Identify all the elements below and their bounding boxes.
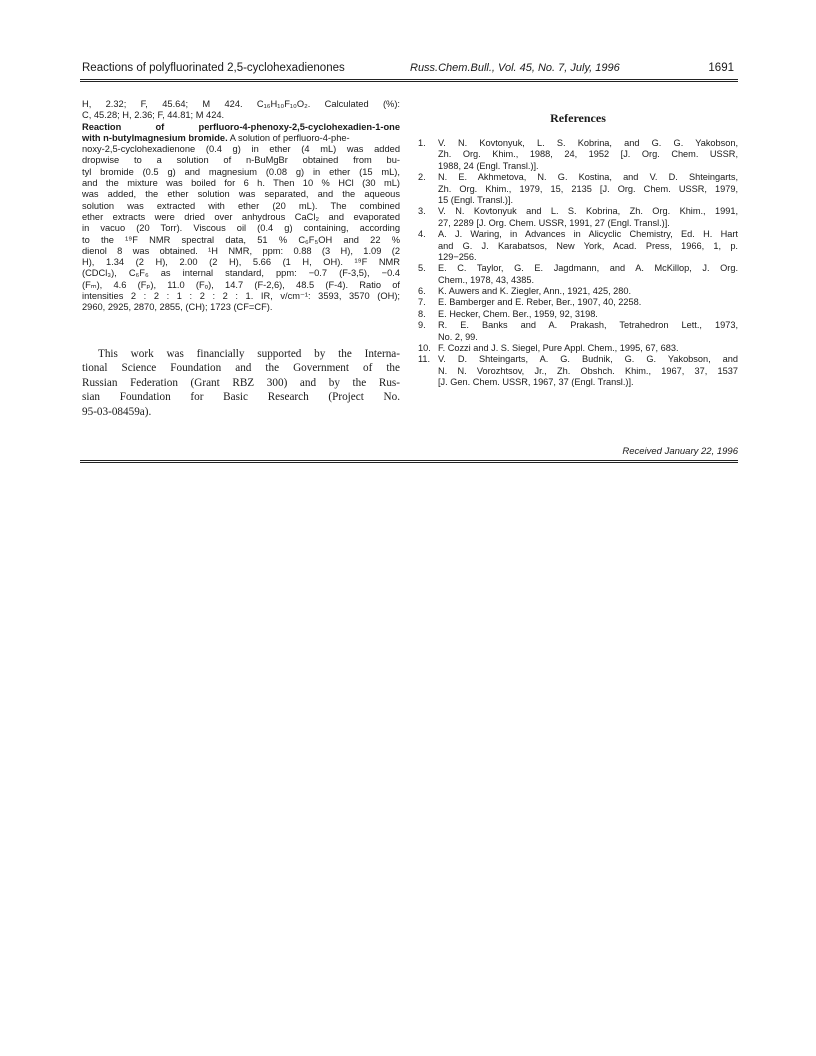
reference-line: 1988, 24 (Engl. Transl.)]. [438,160,539,171]
reference-line: [J. Gen. Chem. USSR, 1967, 37 (Engl. Transl.)]. [438,377,634,388]
text-line: Russian Federation (Grant RBZ 300) and by the Rus- [82,376,400,389]
reference-number: 8. [418,308,426,319]
received-date: Received January 22, 1996 [622,446,738,457]
reference-item [418,343,738,354]
reference-number: 1. [418,138,426,148]
reference-line: V. N. Kovtonyuk, L. S. Kobrina, and G. G. Yakobson, [438,138,738,148]
reference-line: No. 2, 99. [438,331,478,342]
header-page-number: 1691 [708,62,734,74]
header-rule-secondary [80,81,738,82]
reference-item [418,354,738,388]
reference-number: 6. [418,286,426,297]
header-rule [80,79,738,80]
reference-line: E. C. Taylor, G. E. Jagdmann, and A. McKillop, J. Org. [438,263,738,274]
text-line: H, 2.32; F, 45.64; M 424. C₁₆H₁₀F₁₀O₂. Calculated (%): [82,99,400,109]
text-line: 2960, 2925, 2870, 2855, (CH); 1723 (CF=CF). [82,302,273,313]
reference-line: 15 (Engl. Transl.)]. [438,194,514,205]
text-line: tional Science Foundation and the Government of the [82,362,400,375]
text-line: noxy-2,5-cyclohexadienone (0.4 g) in ether (4 mL) was added [82,144,400,155]
text-line: tyl bromide (0.5 g) and magnesium (0.08 g) in ether (15 mL), [82,166,400,177]
heading-text-part: A solution of perfluoro-4-phe- [227,132,350,143]
text-line: ether extracts were dried over anhydrous CaCl₂ and evaporated [82,211,400,222]
reference-line: F. Cozzi and J. S. Siegel, Pure Appl. Chem., 1995, 67, 683. [438,343,679,354]
reference-item [418,206,738,229]
reference-line: Zh. Org. Khim., 1979, 15, 2135 [J. Org. Chem. USSR, 1979, [438,183,738,194]
reference-item [418,263,738,286]
reference-item [418,309,738,320]
experimental-heading-continued [82,133,400,144]
text-line: This work was financially supported by the Interna- [98,348,400,360]
text-line: in vacuo (20 Torr). Viscous oil (0.4 g) containing, according [82,223,400,234]
heading-bold-part: with n-butylmagnesium bromide. [82,132,228,143]
footer-rule-secondary [80,462,738,463]
header-journal-citation: Russ.Chem.Bull., Vol. 45, No. 7, July, 1996 [410,62,620,74]
reference-item [418,229,738,263]
text-line: intensities 2 : 2 : 1 : 2 : 2 : 1. IR, v/cm⁻¹: 3593, 3570 (OH); [82,291,400,302]
reference-number: 11. [418,354,431,365]
reference-line: N. N. Vorozhtsov, Jr., Zh. Obshch. Khim., 1967, 37, 1537 [438,365,738,376]
reference-line: A. J. Waring, in Advances in Alicyclic Chemistry, Ed. H. Hart [438,229,738,240]
references-list [418,138,738,389]
text-line: was added, the ether solution was separated, and the aqueous [82,189,400,200]
reference-line: 27, 2289 [J. Org. Chem. USSR, 1991, 27 (Engl. Transl.)]. [438,217,670,228]
acknowledgment-paragraph [82,347,400,419]
reference-line: V. N. Kovtonyuk and L. S. Kobrina, Zh. Org. Khim., 1991, [438,206,738,217]
footer-rule [80,460,738,461]
text-line: H), 1.34 (2 H), 2.00 (2 H), 5.66 (1 H, OH). ¹⁹F NMR [82,257,400,268]
reference-line: 129−256. [438,251,477,262]
text-line: (Fₘ), 4.6 (Fₚ), 11.0 (Fₒ), 14.7 (F-2,6), 48.5 (F-4). Ratio of [82,279,400,290]
left-column [82,99,400,314]
reference-line: V. D. Shteingarts, A. G. Budnik, G. G. Yakobson, and [438,354,738,365]
running-header [82,62,738,78]
reference-number: 9. [418,320,426,331]
reference-line: E. Hecker, Chem. Ber., 1959, 92, 3198. [438,308,598,319]
experimental-heading: Reaction of perfluoro-4-phenoxy-2,5-cyclohexadien-1-one [82,121,400,132]
text-line: and the mixture was boiled for 6 h. Then 10 % HCl (30 mL) [82,178,400,189]
text-line: (CDCl₃), C₆F₆ as internal standard, ppm: −0.7 (F-3,5), −0.4 [82,268,400,279]
reference-number: 3. [418,206,426,217]
reference-line: K. Auwers and K. Ziegler, Ann., 1921, 425, 280. [438,286,632,297]
reference-item [418,172,738,206]
reference-number: 4. [418,229,426,240]
text-line: to the ¹⁹F NMR spectral data, 51 % C₆F₅OH and 22 % [82,234,400,245]
text-line: dienol 8 was obtained. ¹H NMR, ppm: 0.88 (3 H), 1.09 (2 [82,245,400,256]
reference-item [418,320,738,343]
reference-line: and G. J. Karabatsos, New York, Acad. Press, 1966, 1, p. [438,240,738,251]
reference-item [418,286,738,297]
reference-line: Zh. Org. Khim., 1988, 24, 1952 [J. Org. Chem. USSR, [438,149,738,160]
reference-item [418,138,738,172]
text-line: solution was extracted with ether (20 mL). The combined [82,200,400,211]
reference-line: N. E. Akhmetova, N. G. Kostina, and V. D. Shteingarts, [438,172,738,183]
references-heading: References [550,111,606,125]
reference-number: 7. [418,297,426,308]
reference-line: R. E. Banks and A. Prakash, Tetrahedron Lett., 1973, [438,320,738,331]
reference-number: 2. [418,172,426,183]
text-line: 95-03-08459a). [82,405,152,418]
reference-line: E. Bamberger and E. Reber, Ber., 1907, 40, 2258. [438,297,642,308]
reference-number: 10. [418,343,431,354]
reference-line: Chem., 1978, 43, 4385. [438,274,535,285]
reference-number: 5. [418,263,426,274]
header-article-title: Reactions of polyfluorinated 2,5-cyclohexadienones [82,62,345,74]
text-line: C, 45.28; H, 2.36; F, 44.81; M 424. [82,110,225,121]
text-line: dropwise to a solution of n-BuMgBr obtained from bu- [82,155,400,166]
reference-item [418,297,738,308]
text-line: sian Foundation for Basic Research (Project No. [82,391,400,404]
